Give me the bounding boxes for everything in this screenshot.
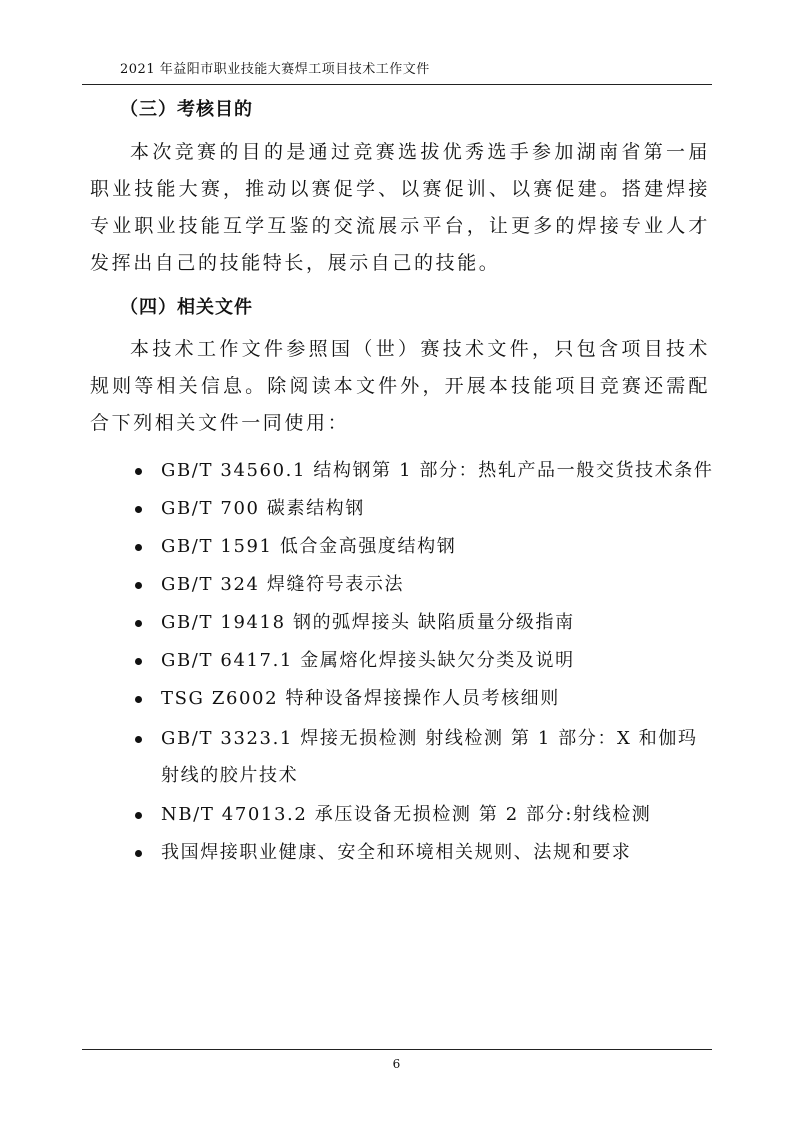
section-heading-objective: （三）考核目的 xyxy=(120,99,253,120)
list-item: GB/T 324 焊缝符号表示法 xyxy=(125,566,715,604)
list-item: GB/T 6417.1 金属熔化焊接头缺欠分类及说明 xyxy=(125,642,715,680)
list-item: TSG Z6002 特种设备焊接操作人员考核细则 xyxy=(125,680,715,718)
list-item: 我国焊接职业健康、安全和环境相关规则、法规和要求 xyxy=(125,834,715,872)
related-documents-list xyxy=(125,452,715,872)
bullet-icon xyxy=(135,582,142,589)
list-item: GB/T 700 碳素结构钢 xyxy=(125,490,715,528)
list-item: GB/T 19418 钢的弧焊接头 缺陷质量分级指南 xyxy=(125,604,715,642)
section-heading-related-documents: （四）相关文件 xyxy=(120,297,253,318)
list-item: GB/T 1591 低合金高强度结构钢 xyxy=(125,528,715,566)
page-number: 6 xyxy=(392,1057,401,1071)
bullet-icon xyxy=(135,620,142,627)
list-item: GB/T 3323.1 焊接无损检测 射线检测 第 1 部分：X 和伽玛射线的胶片技术 xyxy=(125,718,715,796)
section-paragraph-objective: 本次竞赛的目的是通过竞赛选拔优秀选手参加湖南省第一届职业技能大赛，推动以赛促学、以赛促训、以赛促建。搭建焊接专业职业技能互学互鉴的交流展示平台，让更多的焊接专业人才发挥出自己的技能特长，展示自己的技能。 xyxy=(90,141,710,274)
section-paragraph-related-documents: 本技术工作文件参照国（世）赛技术文件，只包含项目技术规则等相关信息。除阅读本文件外，开展本技能项目竞赛还需配合下列相关文件一同使用： xyxy=(90,338,710,434)
page-header-title: 2021 年益阳市职业技能大赛焊工项目技术工作文件 xyxy=(120,62,430,77)
list-item: GB/T 34560.1 结构钢第 1 部分：热轧产品一般交货技术条件 xyxy=(125,452,715,490)
bullet-icon xyxy=(135,812,142,819)
bullet-icon xyxy=(135,850,142,857)
list-item: NB/T 47013.2 承压设备无损检测 第 2 部分:射线检测 xyxy=(125,796,715,834)
bullet-icon xyxy=(135,736,142,743)
footer-divider xyxy=(82,1049,712,1050)
header-divider xyxy=(82,84,712,85)
bullet-icon xyxy=(135,506,142,513)
bullet-icon xyxy=(135,658,142,665)
bullet-icon xyxy=(135,544,142,551)
bullet-icon xyxy=(135,468,142,475)
bullet-icon xyxy=(135,696,142,703)
